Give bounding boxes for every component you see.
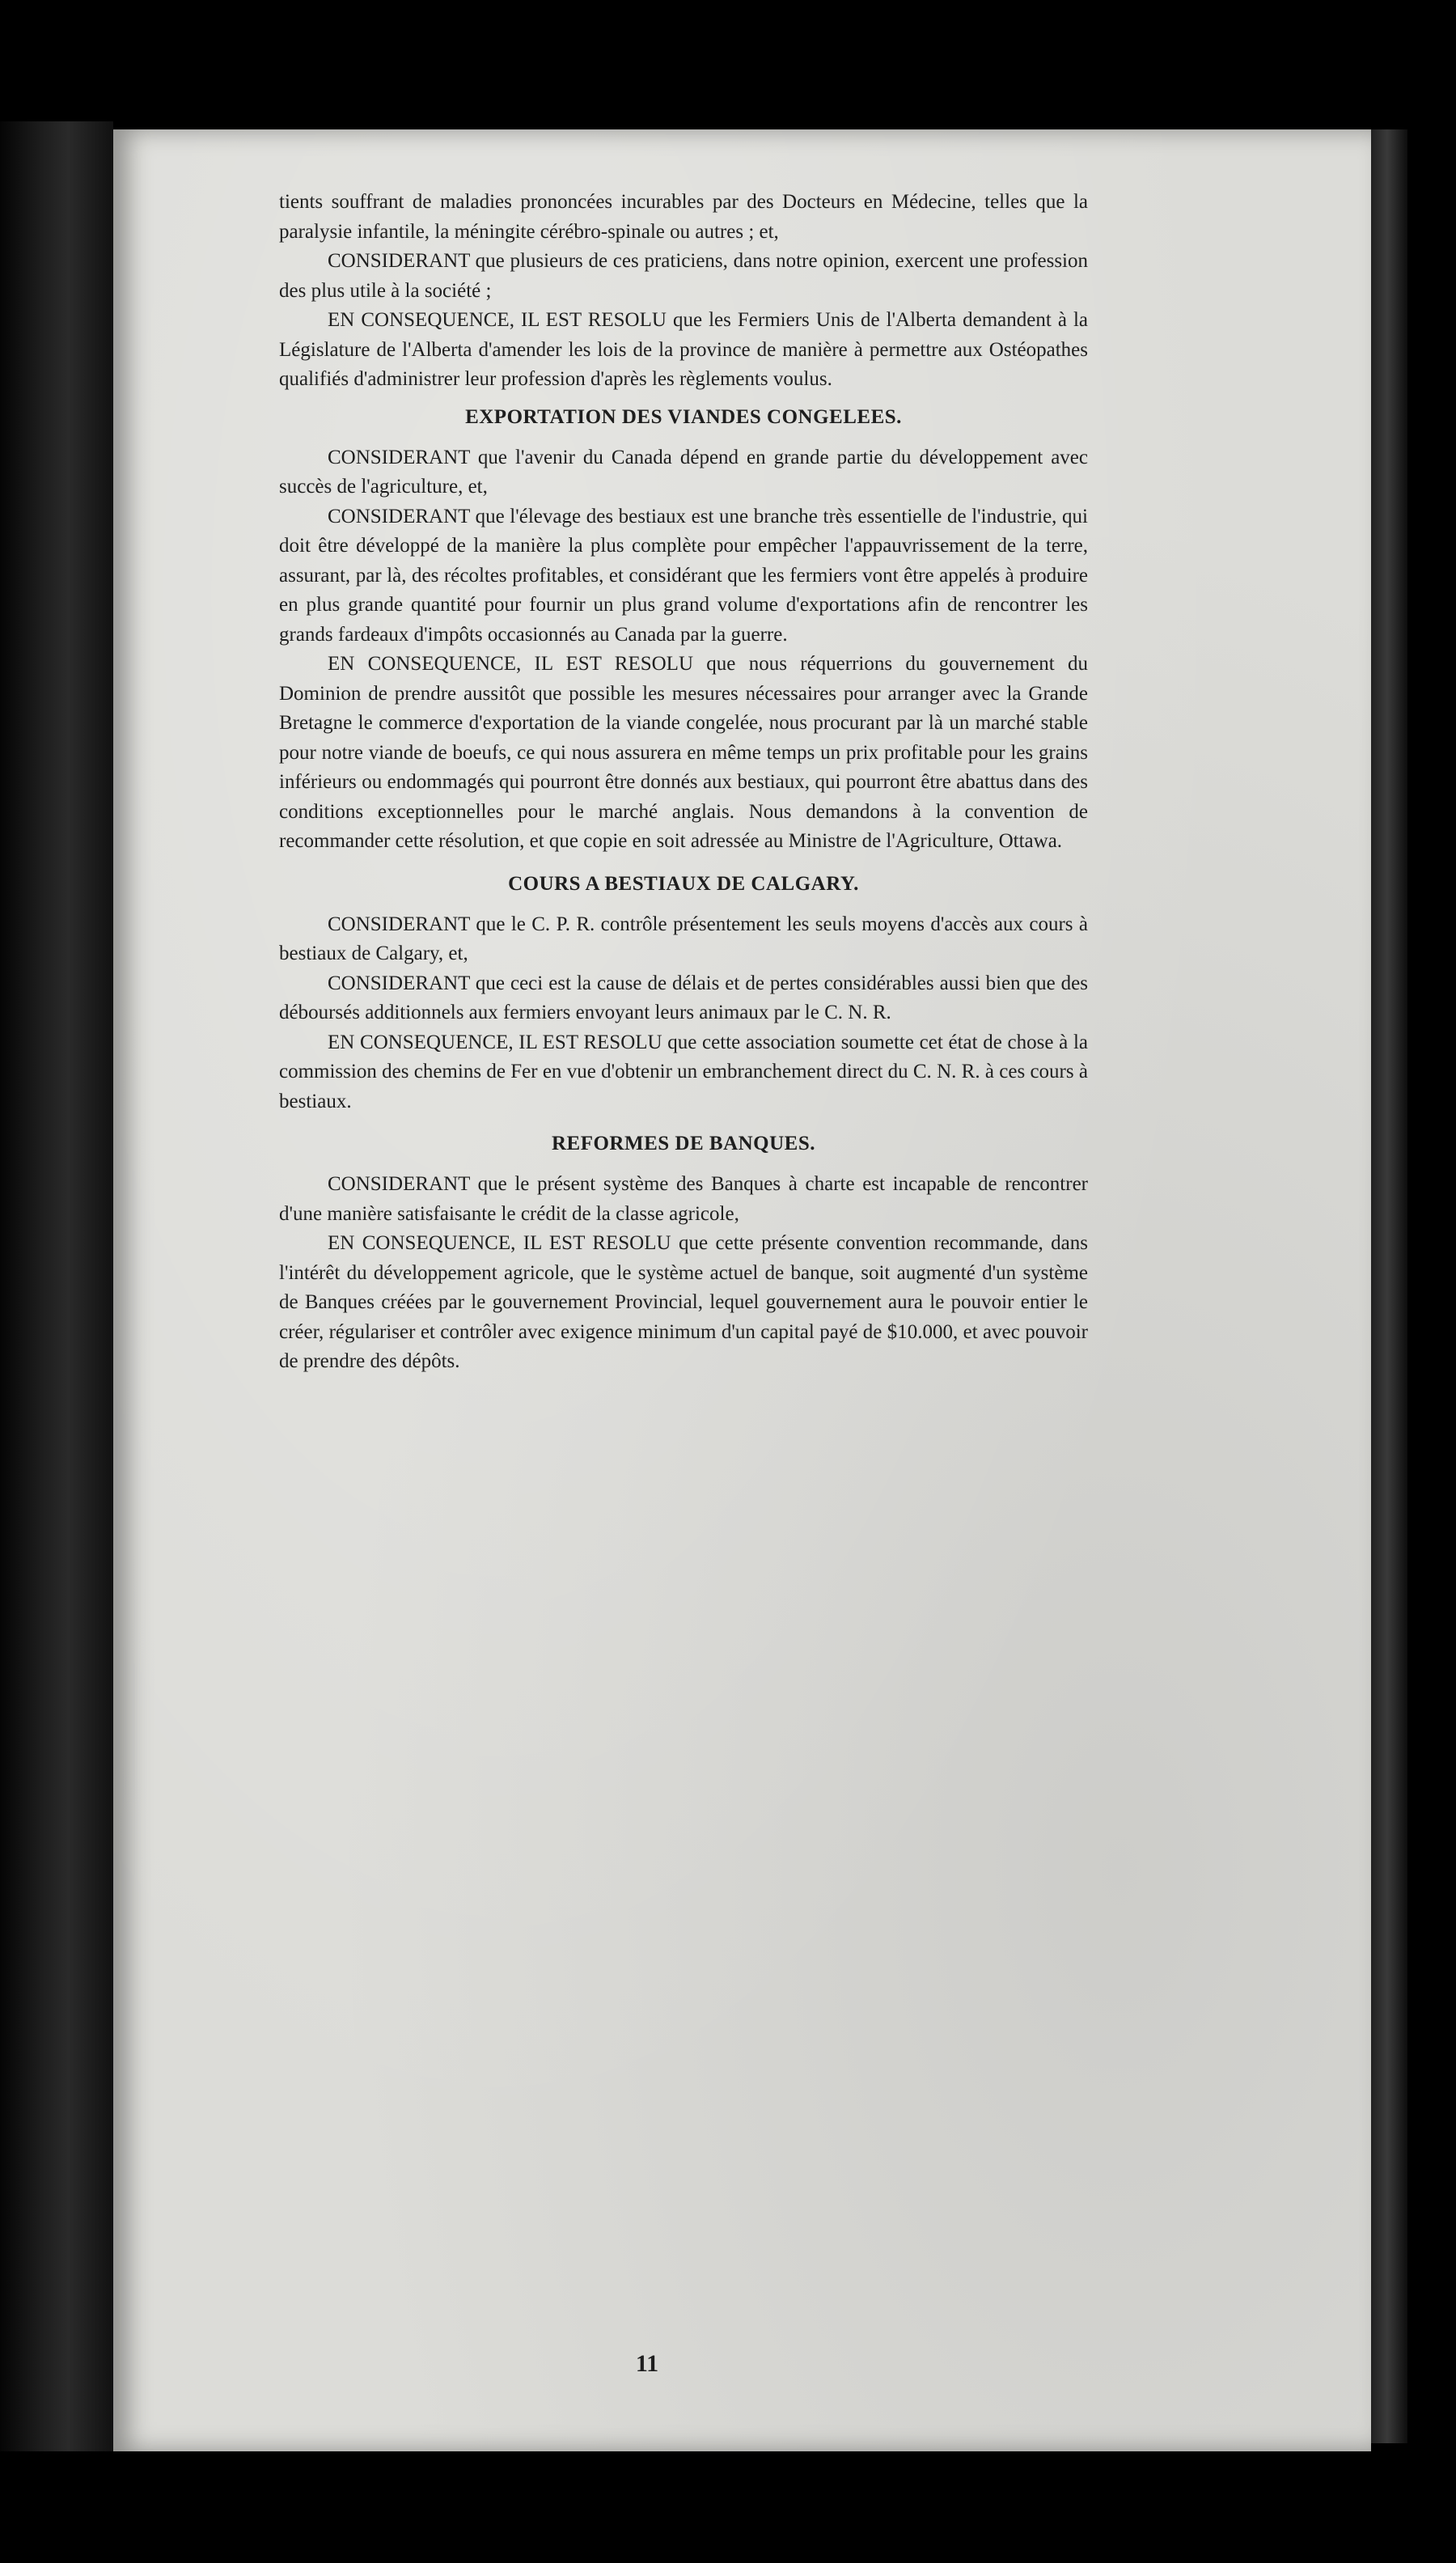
scan-border-right: [1367, 129, 1407, 2443]
paragraph-calgary-2: CONSIDERANT que ceci est la cause de délais et de pertes considérables aussi bien que des déboursés additionnels aux fermiers envoyant leurs animaux par le C. N. R.: [279, 972, 1088, 1023]
paragraph-banks-2: EN CONSEQUENCE, IL EST RESOLU que cette présente convention recommande, dans l'intérêt du développement agricole, que le système actuel de banque, soit augmenté d'un système de Banques créées par le gouvernement Provincial, lequel gouvernement aura le pouvoir entier le créer, régulariser et contrôler avec exigence minimum d'un capital payé de $10.000, et avec pouvoir de prendre des dépôts.: [279, 1232, 1088, 1372]
paragraph-calgary-1: CONSIDERANT que le C. P. R. contrôle présentement les seuls moyens d'accès aux cours à bestiaux de Calgary, et,: [279, 913, 1088, 964]
paragraph-banks-1: CONSIDERANT que le présent système des Banques à charte est incapable de rencontrer d'une manière satisfaisante le crédit de la classe agricole,: [279, 1173, 1088, 1225]
paragraph-calgary-3: EN CONSEQUENCE, IL EST RESOLU que cette association soumette cet état de chose à la commission des chemins de Fer en vue d'obtenir un embranchement direct du C. N. R. à ces cours à bestiaux.: [279, 1031, 1088, 1112]
paragraph-intro-2: CONSIDERANT que plusieurs de ces praticiens, dans notre opinion, exercent une profession des plus utile à la société ;: [279, 250, 1088, 302]
heading-calgary: COURS A BESTIAUX DE CALGARY.: [508, 872, 859, 895]
document-body: [279, 188, 1088, 1377]
heading-exportation: EXPORTATION DES VIANDES CONGELEES.: [465, 405, 902, 428]
heading-banques: REFORMES DE BANQUES.: [551, 1133, 815, 1154]
paragraph-export-2: CONSIDERANT que l'élevage des bestiaux est une branche très essentielle de l'industrie, qui doit être développé de la manière la plus complète pour empêcher l'appauvrissement de la terre, assurant, par là, des récoltes profitables, et considérant que les fermiers vont être appelés à produire en plus grande quantité pour fournir un plus grand volume d'exportations afin de rencontrer les grands fardeaux d'impôts occasionnés au Canada par la guerre.: [279, 505, 1088, 646]
paragraph-intro-3: EN CONSEQUENCE, IL EST RESOLU que les Fermiers Unis de l'Alberta demandent à la Législature de l'Alberta d'amender les lois de la province de manière à permettre aux Ostéopathes qualifiés d'administrer leur profession d'après les règlements voulus.: [279, 309, 1088, 390]
paragraph-export-3: EN CONSEQUENCE, IL EST RESOLU que nous réquerrions du gouvernement du Dominion de prendre aussitôt que possible les mesures nécessaires pour arranger avec la Grande Bretagne le commerce d'exportation de la viande congelée, nous procurant par là un marché stable pour notre viande de boeufs, ce qui nous assurera en même temps un prix profitable pour les grains inférieurs ou endommagés qui pourront être donnés aux bestiaux, qui pourront être abattus dans des conditions exceptionnelles pour le marché anglais. Nous demandons à la convention de recommander cette résolution, et que copie en soit adressée au Ministre de l'Agriculture, Ottawa.: [279, 653, 1088, 852]
scan-border-left: [0, 121, 113, 2451]
paragraph-intro-1: tients souffrant de maladies prononcées incurables par des Docteurs en Médecine, telles que la paralysie infantile, la méningite cérébro-spinale ou autres ; et,: [279, 191, 1088, 243]
page-number: 11: [635, 2350, 659, 2377]
paragraph-export-1: CONSIDERANT que l'avenir du Canada dépend en grande partie du développement avec succès de l'agriculture, et,: [279, 446, 1088, 498]
